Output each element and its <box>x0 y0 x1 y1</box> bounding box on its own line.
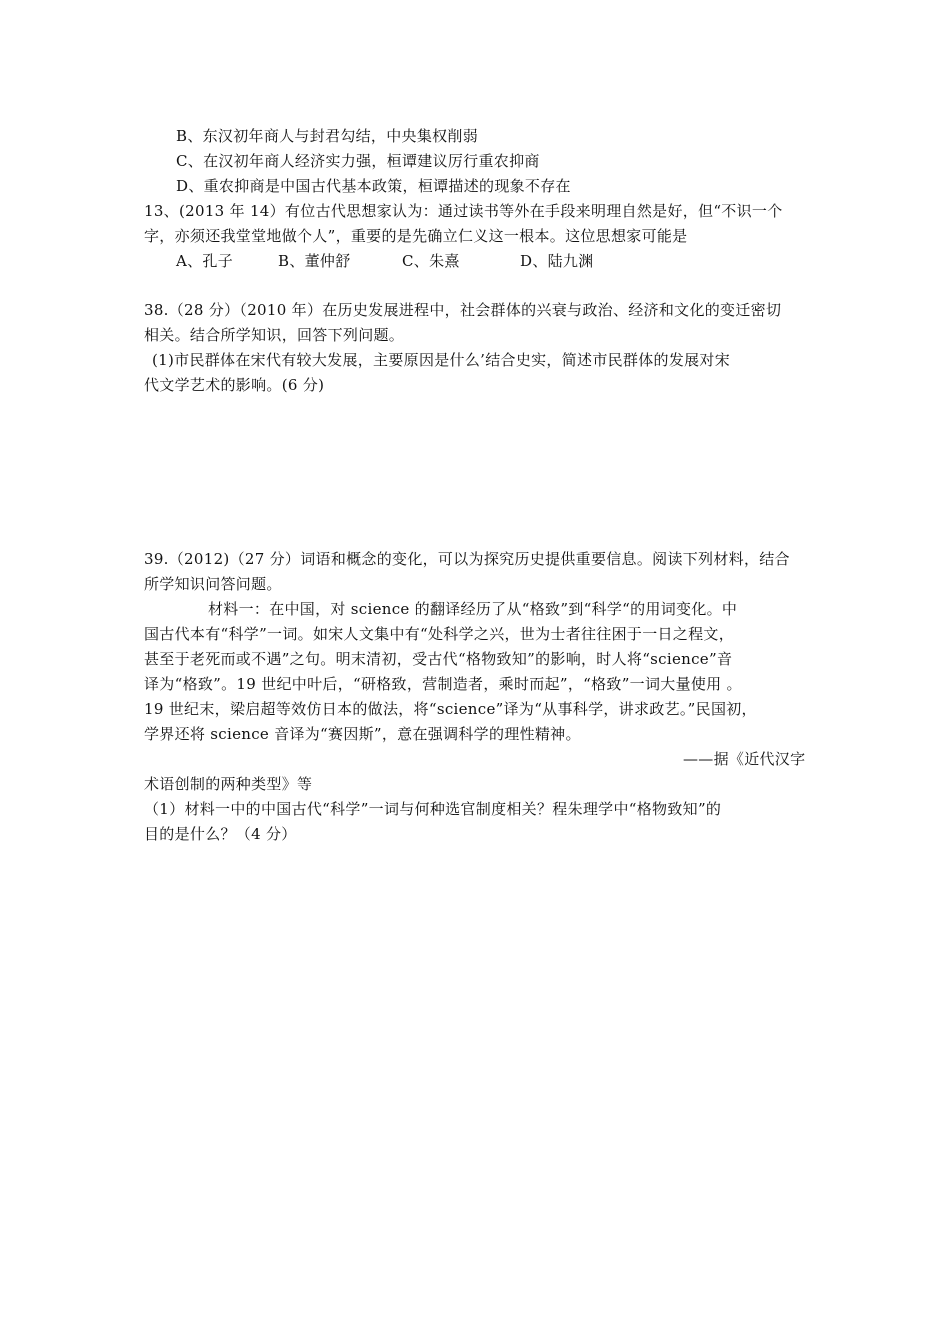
q12-option-c: C、在汉初年商人经济实力强，桓谭建议厉行重农抑商 <box>176 152 540 170</box>
q13-stem-line-1: 13、(2013 年 14）有位古代思想家认为：通过读书等外在手段来明理自然是好，但“不识一个 <box>144 202 783 220</box>
q13-option-c: C、朱熹 <box>402 252 460 270</box>
q39-material-line-3: 甚至于老死而或不遇”之句。明末清初，受古代“格物致知”的影响，时人将“science”音 <box>144 650 733 668</box>
q39-sub-question-1-line-2: 目的是什么？（4 分） <box>144 825 297 843</box>
q13-options <box>176 251 594 271</box>
q39-sub-question-1-line-1: （1）材料一中的中国古代“科学”一词与何种选官制度相关？程朱理学中“格物致知”的 <box>144 800 722 818</box>
q12-option-d: D、重农抑商是中国古代基本政策，桓谭描述的现象不存在 <box>176 177 571 195</box>
q39-stem-line-1: 39.（2012)（27 分）词语和概念的变化，可以为探究历史提供重要信息。阅读下列材料，结合 <box>144 550 790 568</box>
q13-option-d: D、陆九渊 <box>520 252 594 270</box>
q38-stem-line-1: 38.（28 分）（2010 年）在历史发展进程中，社会群体的兴衰与政治、经济和文化的变迁密切 <box>144 301 782 319</box>
q39-material-line-1: 材料一：在中国，对 science 的翻译经历了从“格致”到“科学“的用词变化。中 <box>208 600 738 618</box>
q39-material-line-4: 译为“格致”。19 世纪中叶后，“研格致，营制造者，乘时而起”，“格致”一词大量使用 。 <box>144 675 742 693</box>
q39-source-line-2: 术语创制的两种类型》等 <box>144 775 313 793</box>
q12-option-b: B、东汉初年商人与封君勾结，中央集权削弱 <box>176 127 479 145</box>
q39-stem-line-2: 所学知识问答问题。 <box>144 575 282 593</box>
q39-material-line-6: 学界还将 science 音译为“赛因斯”，意在强调科学的理性精神。 <box>144 725 581 743</box>
q13-option-a: A、孔子 <box>176 252 234 270</box>
q13-option-b: B、董仲舒 <box>278 252 351 270</box>
q39-material-line-5: 19 世纪末，梁启超等效仿日本的做法，将“science”译为“从事科学，讲求政艺。”民国初， <box>144 700 757 718</box>
q39-source-line-1: ——据《近代汉字 <box>683 750 806 768</box>
q38-sub-question-1-line-1: (1)市民群体在宋代有较大发展，主要原因是什么’结合史实，简述市民群体的发展对宋 <box>152 351 731 369</box>
q38-sub-question-1-line-2: 代文学艺术的影响。(6 分) <box>144 376 325 394</box>
q38-stem-line-2: 相关。结合所学知识，回答下列问题。 <box>144 326 405 344</box>
q39-material-line-2: 国古代本有“科学”一词。如宋人文集中有“处科学之兴，世为士者往往困于一日之程文， <box>144 625 735 643</box>
q13-stem-line-2: 字，亦须还我堂堂地做个人”，重要的是先确立仁义这一根本。这位思想家可能是 <box>144 227 688 245</box>
